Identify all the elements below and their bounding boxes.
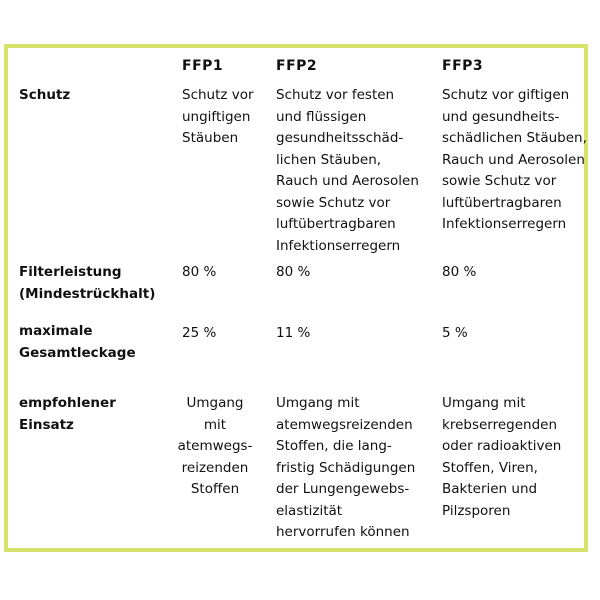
cell-filterleistung-ffp3: 80 % (442, 264, 477, 280)
cell-schutz-ffp3: Schutz vor giftigen und gesundheits- schädlichen Stäuben, Rauch und Aerosolen sowie Schutz vor luftübertragbaren Infektionserregern (442, 87, 587, 232)
cell-einsatz-ffp2: Umgang mit atemwegsreizenden Stoffen, die lang- fristig Schädigungen der Lungengewebs- elastizität hervorrufen können (276, 395, 416, 540)
cell-schutz-ffp1: Schutz vor ungiftigen Stäuben (182, 87, 254, 146)
cell-filterleistung-ffp1: 80 % (182, 264, 217, 280)
row-label-filterleistung: Filterleistung (Mindestrückhalt) (19, 264, 156, 302)
row-label-einsatz: empfohlener Einsatz (19, 395, 116, 433)
cell-gesamtleckage-ffp3: 5 % (442, 325, 468, 341)
cell-filterleistung-ffp2: 80 % (276, 264, 311, 280)
column-header-ffp2: FFP2 (276, 58, 318, 74)
cell-schutz-ffp2: Schutz vor festen und flüssigen gesundheitsschäd- lichen Stäuben, Rauch und Aerosolen sowie Schutz vor luftübertragbaren Infektionserregern (276, 87, 419, 254)
cell-einsatz-ffp1: Umgang mit atemwegs- reizenden Stoffen (177, 395, 253, 497)
cell-gesamtleckage-ffp2: 11 % (276, 325, 311, 341)
column-header-ffp1: FFP1 (182, 58, 224, 74)
cell-gesamtleckage-ffp1: 25 % (182, 325, 217, 341)
column-header-ffp3: FFP3 (442, 58, 484, 74)
row-label-schutz: Schutz (19, 87, 71, 103)
cell-einsatz-ffp3: Umgang mit krebserregenden oder radioaktiven Stoffen, Viren, Bakterien und Pilzsporen (442, 395, 562, 519)
row-label-gesamtleckage: maximale Gesamtleckage (19, 323, 136, 361)
